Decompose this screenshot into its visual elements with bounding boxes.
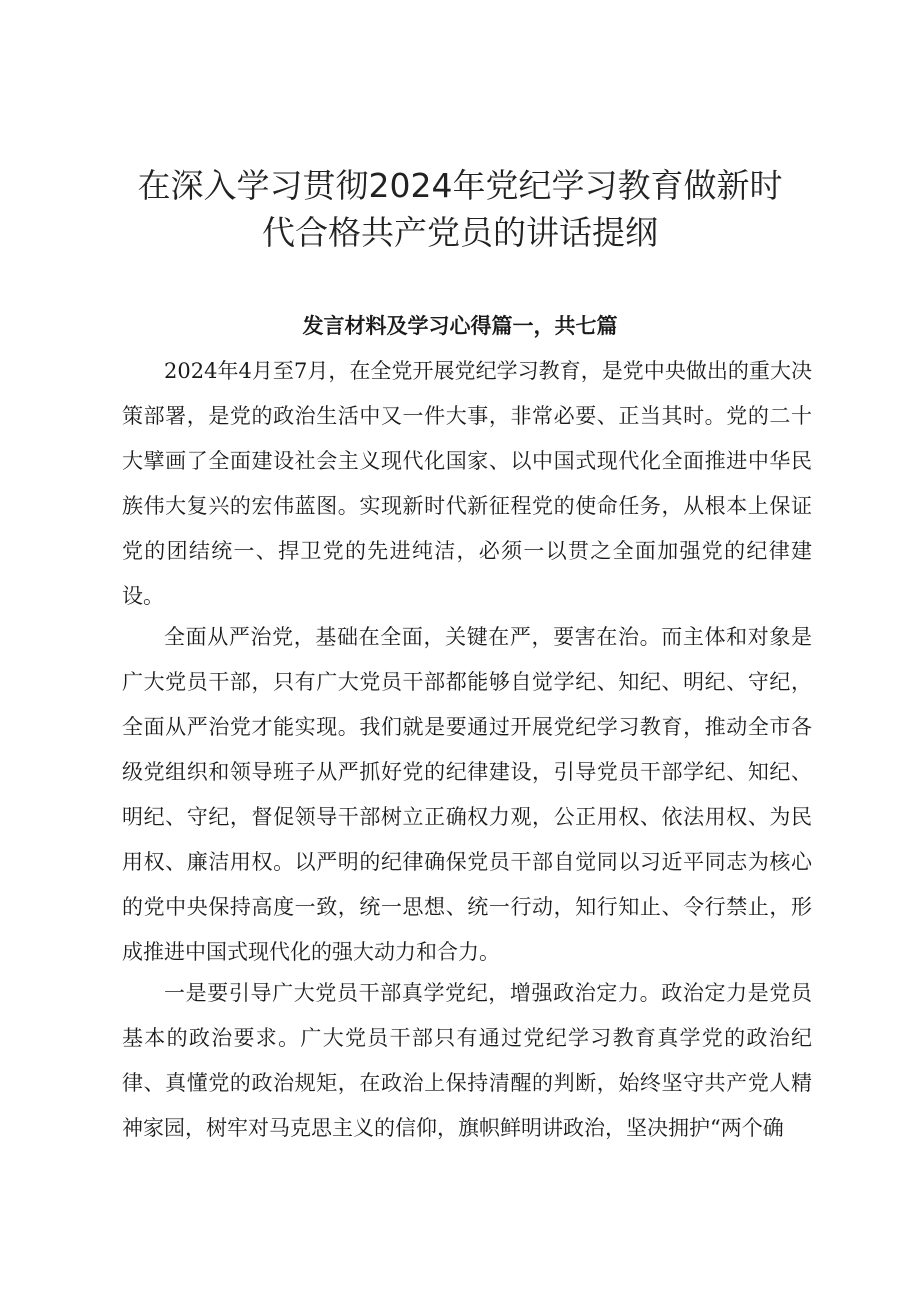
paragraph-2: 全面从严治党，基础在全面，关键在严，要害在治。而主体和对象是广大党员干部，只有广大党员干部都能够自觉学纪、知纪、明纪、守纪，全面从严治党才能实现。我们就是要通过开展党纪学习教育，推动全市各级党组织和领导班子从严抓好党的纪律建设，引导党员干部学纪、知纪、明纪、守纪，督促领导干部树立正确权力观，公正用权、依法用权、为民用权、廉洁用权。以严明的纪律确保党员干部自觉同以习近平同志为核心的党中央保持高度一致，统一思想、统一行动，知行知止、令行禁止，形成推进中国式现代化的强大动力和合力。 <box>122 625 812 964</box>
document-title-line-2: 代合格共产党员的讲话提纲 <box>262 213 658 252</box>
document-subtitle: 发言材料及学习心得篇一，共七篇 <box>302 314 618 338</box>
paragraph-3: 一是要引导广大党员干部真学党纪，增强政治定力。政治定力是党员基本的政治要求。广大党员干部只有通过党纪学习教育真学党的政治纪律、真懂党的政治规矩，在政治上保持清醒的判断，始终坚守共产党人精神家园，树牢对马克思主义的信仰，旗帜鲜明讲政治，坚决拥护“两个确 <box>122 981 812 1140</box>
document-title-line-1: 在深入学习贯彻2024年党纪学习教育做新时 <box>137 166 783 205</box>
paragraph-1: 2024年4月至7月，在全党开展党纪学习教育，是党中央做出的重大决策部署，是党的政治生活中又一件大事，非常必要、正当其时。党的二十大擘画了全面建设社会主义现代化国家、以中国式现代化全面推进中华民族伟大复兴的宏伟蓝图。实现新时代新征程党的使命任务，从根本上保证党的团结统一、捍卫党的先进纯洁，必须一以贯之全面加强党的纪律建设。 <box>122 359 812 608</box>
